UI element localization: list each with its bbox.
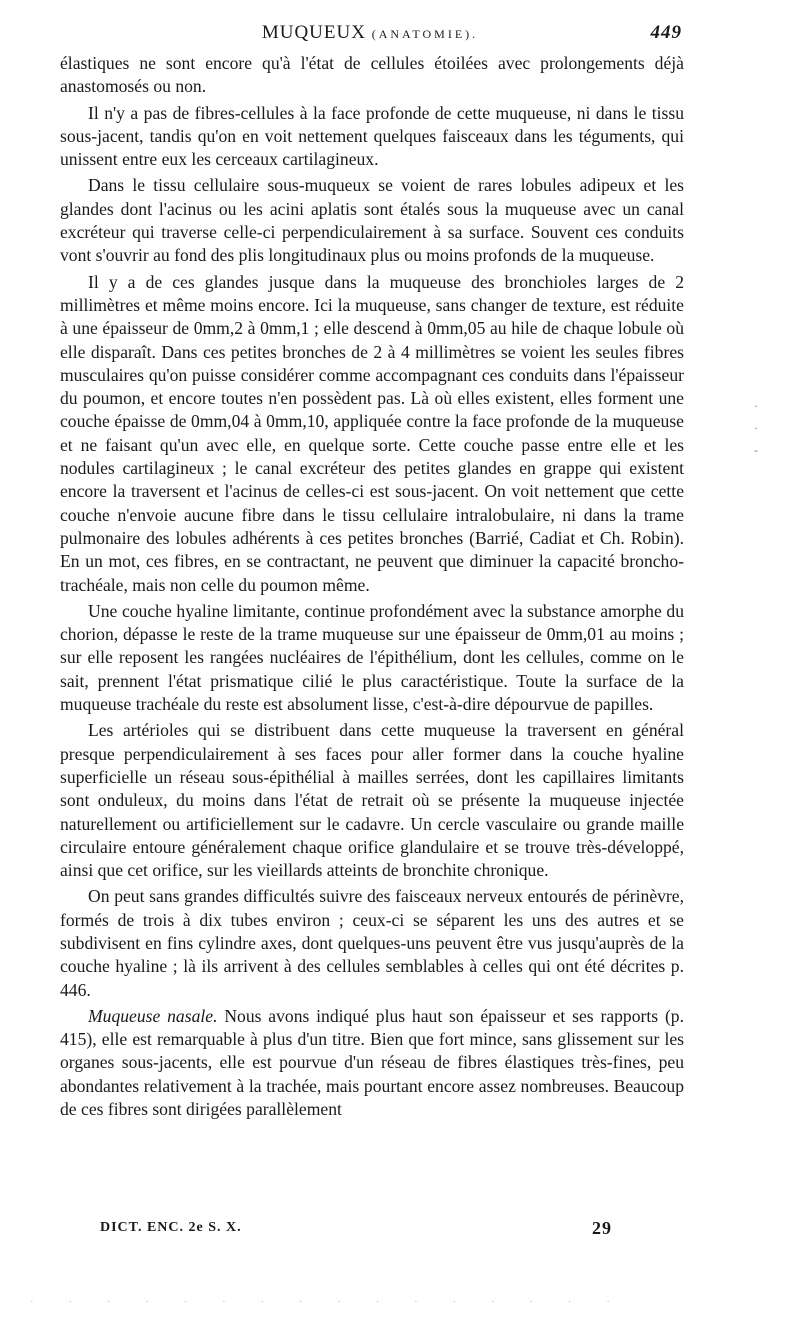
header-title-main: MUQUEUX — [261, 22, 366, 43]
page-number: 449 — [650, 22, 682, 43]
paragraph-7: On peut sans grandes difficultés suivre des faisceaux nerveux entourés de périnèvre, formés de trois à dix tubes environ ; ceux-ci se séparent les uns des autres et se subdivisent en fins cylindre axes, dont quelques-uns peuvent être vus jusqu'auprès de la couche hyaline ; là ils arrivent à des cellules semblables à celles qui ont été décrites p. 446. — [60, 886, 684, 1000]
body-text — [60, 52, 684, 1124]
paragraph-4: Il y a de ces glandes jusque dans la muqueuse des bronchioles larges de 2 millimètres et même moins encore. Ici la muqueuse, sans changer de texture, est réduite à une épaisseur de 0mm,2 à 0mm,1 ; elle descend à 0mm,05 au hile de chaque lobule où elle disparaît. Dans ces petites bronches de 2 à 4 millimètres se voient les seules fibres musculaires qu'on puisse considérer comme accompagnant ces conduits dans l'épaisseur du poumon, et encore toutes n'en possèdent pas. Là où elles existent, elles forment une couche épaisse de 0mm,04 à 0mm,10, appliquée contre la face profonde de la muqueuse et ne faisant qu'un avec elle, en quelque sorte. Cette couche passe entre elle et les nodules cartilagineux ; le canal excréteur des petites glandes en grappe qui existent encore la traversent et l'acinus de celles-ci est sous-jacent. On voit nettement que cette couche n'envoie aucune fibre dans le tissu cellulaire intralobulaire, ni dans la trame pulmonaire des lobules adhérents à ces petites bronches (Barrié, Cadiat et Ch. Robin). En un mot, ces fibres, en se contractant, ne peuvent que diminuer la capacité broncho-trachéale, mais non celle du poumon même. — [60, 271, 684, 595]
margin-marks: · · - — [754, 399, 758, 457]
paragraph-5: Une couche hyaline limitante, continue profondément avec la substance amorphe du chorion, dépasse le reste de la trame muqueuse sur une épaisseur de 0mm,01 au moins ; sur elle reposent les rangées nucléaires de l'épithélium, dont les cellules, comme on le sait, prennent l'état prismatique cilié le plus caractéristique. Toute la surface de la muqueuse trachéale du reste est absolument lisse, c'est-à-dire dépourvue de papilles. — [60, 600, 684, 715]
header-title — [58, 22, 682, 44]
paragraph-3: Dans le tissu cellulaire sous-muqueux se voient de rares lobules adipeux et les glandes dont l'acinus ou les acini aplatis sont étalés sous la muqueuse avec un canal excréteur qui traverse celle-ci perpendiculairement à sa surface. Souvent ces conduits vont s'ouvrir au fond des plis longitudinaux plus ou moins profonds de la muqueuse. — [60, 175, 684, 266]
header-title-sub: (ANATOMIE). — [371, 27, 479, 41]
footer — [100, 1220, 620, 1236]
footer-reference: DICT. ENC. 2e S. X. — [100, 1220, 242, 1235]
running-header — [58, 22, 682, 50]
paragraph-nasal — [60, 1005, 684, 1121]
scan-noise: · · · · · · · · · · · · · · · · — [30, 1296, 626, 1308]
signature-mark: 29 — [592, 1218, 612, 1238]
nasal-text: Nous avons indiqué plus haut son épaisseur et ses rapports (p. 415), elle est remarquable à plus d'un titre. Bien que fort mince, sans glissement sur les organes sous-jacents, elle est pourvue d'un réseau de fibres élastiques très-fines, peu abondantes relativement à la trachée, mais pourtant encore assez nombreuses. Beaucoup de ces fibres sont dirigées parallèlement — [60, 1005, 685, 1120]
paragraph-1: élastiques ne sont encore qu'à l'état de cellules étoilées avec prolongements déjà anastomosés ou non. — [60, 53, 684, 97]
paragraph-6: Les artérioles qui se distribuent dans cette muqueuse la traversent en général presque perpendiculairement à ses faces pour aller former dans la couche hyaline superficielle un réseau sous-épithélial à mailles serrées, dont les capillaires limitants sont onduleux, du moins dans l'état de retrait où se présente la muqueuse injectée naturellement ou artificiellement sur le cadavre. Un cercle vasculaire ou grande maille circulaire entoure généralement chaque orifice glandulaire et se trouve très-développé, ainsi que cet orifice, sur les vieillards atteints de bronchite chronique. — [60, 720, 684, 881]
paragraph-2: Il n'y a pas de fibres-cellules à la face profonde de cette muqueuse, ni dans le tissu sous-jacent, tandis qu'on en voit nettement quelques faisceaux dans les téguments, qui unissent entre eux les cerceaux cartilagineux. — [60, 102, 684, 170]
nasal-heading: Muqueuse nasale. — [88, 1005, 218, 1026]
